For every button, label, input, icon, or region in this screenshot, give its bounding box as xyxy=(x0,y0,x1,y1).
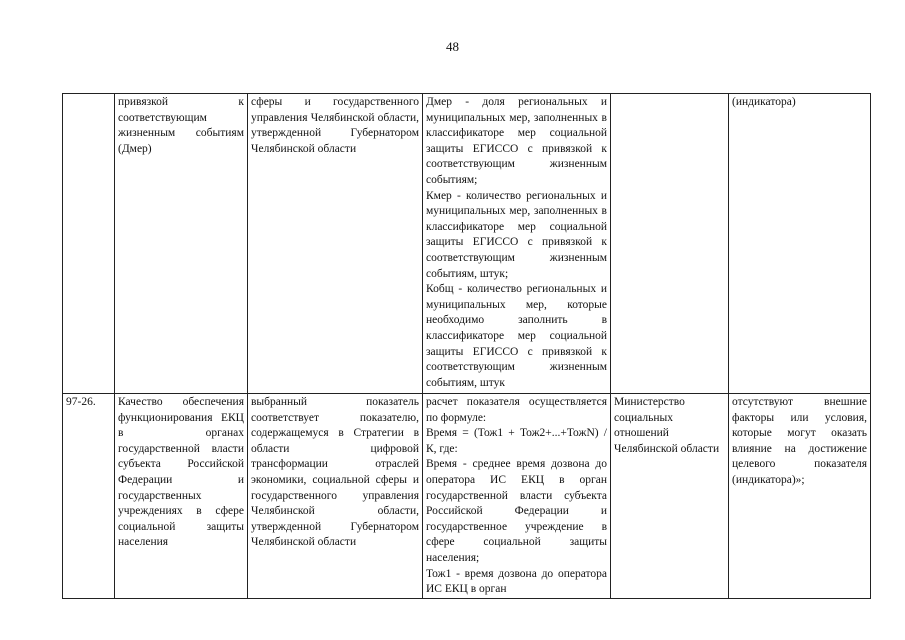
row-number-cell: 97-26. xyxy=(63,394,115,599)
responsible-cell xyxy=(611,94,729,394)
indicator-table xyxy=(62,93,871,599)
conditions-cell: отсутствуют внешние факторы или условия, которые могут оказать влияние на достижение целевого показателя (индикатора)»; xyxy=(729,394,871,599)
method-paragraph: Кобщ - количество региональных и муниципальных мер, которые необходимо заполнить в классификаторе мер социальной защиты ЕГИССО с привязкой к соответствующим жизненным событиям, штук xyxy=(426,283,607,389)
method-cell xyxy=(423,394,611,599)
method-paragraph: Кмер - количество региональных и муниципальных мер, заполненных в классификаторе мер социальной защиты ЕГИССО с привязкой к соответствующим жизненным событиям, штук; xyxy=(426,189,607,280)
page-number: 48 xyxy=(446,39,459,54)
basis-cell: сферы и государственного управления Челябинской области, утвержденной Губернатором Челябинской области xyxy=(248,94,423,394)
table-row xyxy=(63,394,871,599)
method-paragraph: расчет показателя осуществляется по формуле: xyxy=(426,396,607,424)
responsible-cell: Министерство социальных отношений Челябинской области xyxy=(611,394,729,599)
method-paragraph: Время - среднее время дозвона до оператора ИС ЕКЦ в орган государственной власти субъекта Российской Федерации и государственное учреждение в сфере социальной защиты населения; xyxy=(426,458,607,564)
indicator-name-cell: Качество обеспечения функционирования ЕКЦ в органах государственной власти субъекта Российской Федерации и государственных учреждениях в сфере социальной защиты населения xyxy=(115,394,248,599)
method-cell xyxy=(423,94,611,394)
conditions-cell: (индикатора) xyxy=(729,94,871,394)
row-number-cell xyxy=(63,94,115,394)
table-row xyxy=(63,94,871,394)
basis-cell: выбранный показатель соответствует показателю, содержащемуся в Стратегии в области цифровой трансформации отраслей экономики, социальной сферы и государственного управления Челябинской области, утвержденной Губернатором Челябинской области xyxy=(248,394,423,599)
method-paragraph: Дмер - доля региональных и муниципальных мер, заполненных в классификаторе мер социальной защиты ЕГИССО с привязкой к соответствующим жизненным событиям; xyxy=(426,96,607,186)
method-paragraph: Тож1 - время дозвона до оператора ИС ЕКЦ в орган xyxy=(426,567,607,596)
method-paragraph: Время = (Тож1 + Тож2+...+ТожN) / К, где: xyxy=(426,427,607,455)
indicator-name-cell: привязкой к соответствующим жизненным событиям (Дмер) xyxy=(115,94,248,394)
